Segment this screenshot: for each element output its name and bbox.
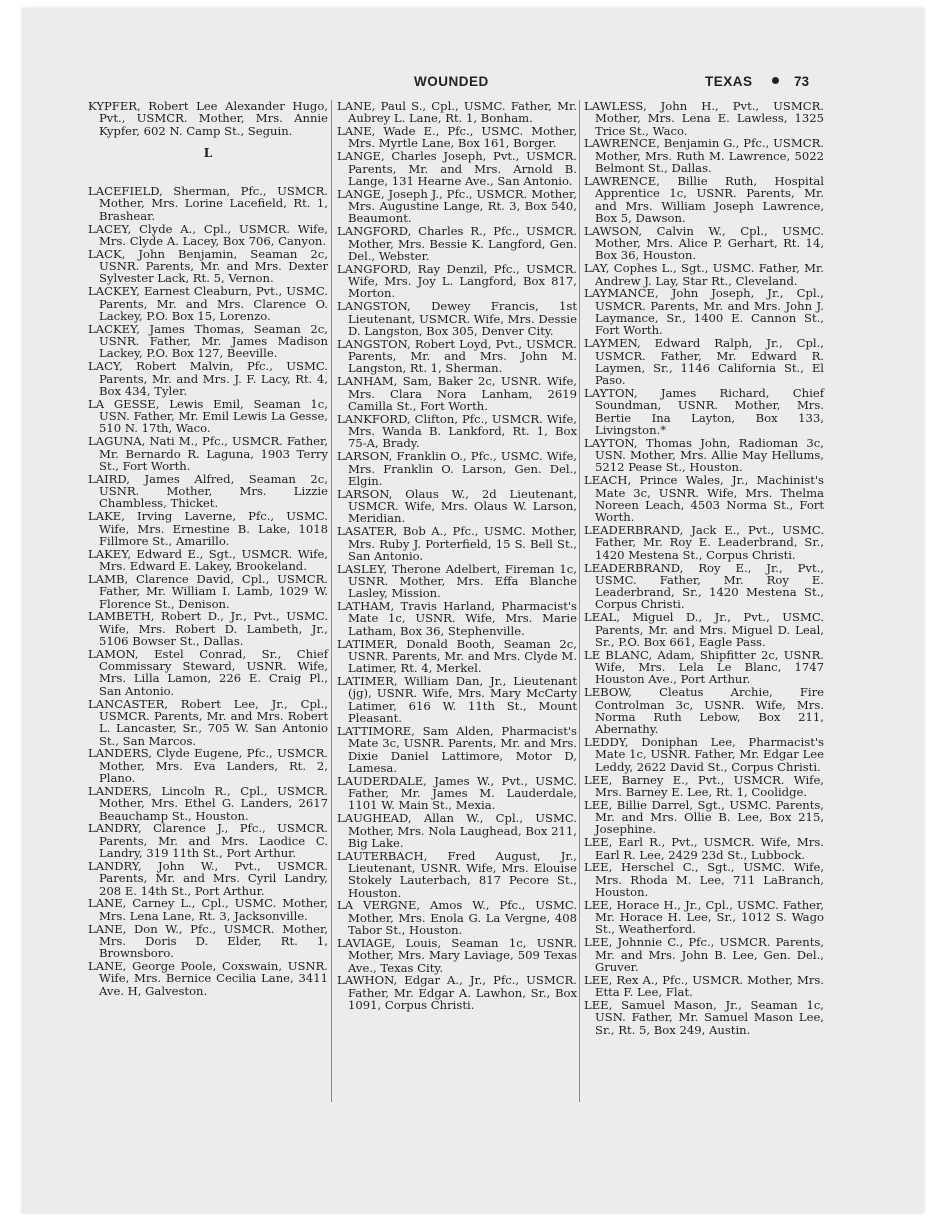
casualty-entry: LEE, Samuel Mason, Jr., Seaman 1c, USN. Father, Mr. Samuel Mason Lee, Sr., Rt. 5, Box 249, Austin. — [584, 998, 824, 1037]
casualty-entry: LACKEY, Earnest Cleaburn, Pvt., USMC. Parents, Mr. and Mrs. Clarence O. Lackey, P.O. Box 15, Lorenzo. — [88, 284, 328, 323]
casualty-entry: LANE, Carney L., Cpl., USMC. Mother, Mrs. Lena Lane, Rt. 3, Jacksonville. — [88, 896, 328, 923]
casualty-entry: LA GESSE, Lewis Emil, Seaman 1c, USN. Father, Mr. Emil Lewis La Gesse, 510 N. 17th, Waco. — [88, 396, 328, 436]
casualty-entry: LEDDY, Doniphan Lee, Pharmacist's Mate 1c, USNR. Father, Mr. Edgar Lee Leddy, 2622 David St., Corpus Christi. — [584, 735, 824, 774]
casualty-entry: LANDERS, Clyde Eugene, Pfc., USMCR. Mother, Mrs. Eva Landers, Rt. 2, Plano. — [88, 746, 328, 786]
casualty-entry: LAWLESS, John H., Pvt., USMCR. Mother, Mrs. Lena E. Lawless, 1325 Trice St., Waco. — [584, 99, 824, 138]
casualty-entry: LANE, George Poole, Coxswain, USNR. Wife, Mrs. Bernice Cecilia Lane, 3411 Ave. H, Galveston. — [88, 959, 328, 998]
casualty-entry: LANGE, Joseph J., Pfc., USMCR. Mother, Mrs. Augustine Lange, Rt. 3, Box 540, Beaumont. — [337, 186, 577, 226]
casualty-entry: LANGE, Charles Joseph, Pvt., USMCR. Parents, Mr. and Mrs. Arnold B. Lange, 131 Hearne Ave., San Antonio. — [337, 149, 577, 188]
casualty-entry: LA VERGNE, Amos W., Pfc., USMC. Mother, Mrs. Enola G. La Vergne, 408 Tabor St., Houston. — [337, 898, 577, 938]
casualty-entry: LAWHON, Edgar A., Jr., Pfc., USMCR. Father, Mr. Edgar A. Lawhon, Sr., Box 1091, Corpus Christi. — [337, 973, 577, 1013]
casualty-entry: LANGSTON, Dewey Francis, 1st Lieutenant, USMCR. Wife, Mrs. Dessie D. Langston, Box 305, Denver City. — [337, 299, 577, 338]
casualty-entry: LATIMER, William Dan, Jr., Lieutenant (jg), USNR. Wife, Mrs. Mary McCarty Latimer, 616 W. 11th St., Mount Pleasant. — [337, 674, 577, 726]
casualty-entry: LANE, Wade E., Pfc., USMC. Mother, Mrs. Myrtle Lane, Box 161, Borger. — [337, 124, 577, 151]
section-title: WOUNDED — [414, 74, 489, 89]
casualty-entry: LAWSON, Calvin W., Cpl., USMC. Mother, Mrs. Alice P. Gerhart, Rt. 14, Box 36, Houston. — [584, 223, 824, 263]
casualty-entry: LAMON, Estel Conrad, Sr., Chief Commissary Steward, USNR. Wife, Mrs. Lilla Lamon, 226 E. Craig Pl., San Antonio. — [88, 646, 328, 698]
running-head — [22, 74, 924, 94]
casualty-entry: KYPFER, Robert Lee Alexander Hugo, Pvt., USMCR. Mother, Mrs. Annie Kypfer, 602 N. Camp St., Seguin. — [88, 99, 328, 138]
casualty-entry: LEE, Herschel C., Sgt., USMC. Wife, Mrs. Rhoda M. Lee, 711 LaBranch, Houston. — [584, 860, 824, 899]
casualty-entry: LACKEY, James Thomas, Seaman 2c, USNR. Father, Mr. James Madison Lackey, P.O. Box 127, Beeville. — [88, 321, 328, 361]
casualty-entry: LEE, Horace H., Jr., Cpl., USMC. Father, Mr. Horace H. Lee, Sr., 1012 S. Wago St., Weatherford. — [584, 897, 824, 937]
casualty-entry: LAYMEN, Edward Ralph, Jr., Cpl., USMCR. Father, Mr. Edward R. Laymen, Sr., 1146 California St., El Paso. — [584, 336, 824, 388]
casualty-entry: LAYMANCE, John Joseph, Jr., Cpl., USMCR. Parents, Mr. and Mrs. John J. Laymance, Sr., 1400 E. Cannon St., Fort Worth. — [584, 286, 824, 338]
casualty-entry: LANE, Paul S., Cpl., USMC. Father, Mr. Aubrey L. Lane, Rt. 1, Bonham. — [337, 99, 577, 126]
casualty-entry: LAY, Cophes L., Sgt., USMC. Father, Mr. Andrew J. Lay, Star Rt., Cleveland. — [584, 261, 824, 288]
casualty-entry: LANDRY, Clarence J., Pfc., USMCR. Parents, Mr. and Mrs. Laodice C. Landry, 319 11th St., Port Arthur. — [88, 821, 328, 861]
casualty-entry: LAUDERDALE, James W., Pvt., USMC. Father, Mr. James M. Lauderdale, 1101 W. Main St., Mexia. — [337, 773, 577, 813]
casualty-entry: LARSON, Olaus W., 2d Lieutenant, USMCR. Wife, Mrs. Olaus W. Larson, Meridian. — [337, 486, 577, 526]
casualty-entry: LANCASTER, Robert Lee, Jr., Cpl., USMCR. Parents, Mr. and Mrs. Robert L. Lancaster, Sr., 705 W. San Antonio St., San Marcos. — [88, 696, 328, 748]
casualty-entry: LEACH, Prince Wales, Jr., Machinist's Mate 3c, USNR. Wife, Mrs. Thelma Noreen Leach, 4503 Norma St., Fort Worth. — [584, 473, 824, 525]
casualty-entry: LATTIMORE, Sam Alden, Pharmacist's Mate 3c, USNR. Parents, Mr. and Mrs. Dixie Daniel Lattimore, Motor D, Lamesa. — [337, 723, 577, 775]
letter-heading: L — [203, 145, 213, 160]
casualty-entry: LANDERS, Lincoln R., Cpl., USMCR. Mother, Mrs. Ethel G. Landers, 2617 Beauchamp St., Houston. — [88, 783, 328, 823]
casualty-entry: LASLEY, Therone Adelbert, Fireman 1c, USNR. Mother, Mrs. Effa Blanche Lasley, Mission. — [337, 561, 577, 601]
casualty-entry: LASATER, Bob A., Pfc., USMC. Mother, Mrs. Ruby J. Porterfield, 15 S. Bell St., San Antonio. — [337, 524, 577, 563]
casualty-entry: LAMB, Clarence David, Cpl., USMCR. Father, Mr. William I. Lamb, 1029 W. Florence St., Denison. — [88, 571, 328, 611]
casualty-entry: LACEY, Clyde A., Cpl., USMCR. Wife, Mrs. Clyde A. Lacey, Box 706, Canyon. — [88, 221, 328, 248]
casualty-entry: LANE, Don W., Pfc., USMCR. Mother, Mrs. Doris D. Elder, Rt. 1, Brownsboro. — [88, 921, 328, 961]
casualty-entry: LANKFORD, Clifton, Pfc., USMCR. Wife, Mrs. Wanda B. Lankford, Rt. 1, Box 75-A, Brady. — [337, 411, 577, 451]
casualty-entry: LAKEY, Edward E., Sgt., USMCR. Wife, Mrs. Edward E. Lakey, Brookeland. — [88, 546, 328, 574]
page-number: 73 — [794, 74, 810, 89]
casualty-entry: LANHAM, Sam, Baker 2c, USNR. Wife, Mrs. Clara Nora Lanham, 2619 Camilla St., Fort Worth. — [337, 374, 577, 413]
column-rule — [579, 100, 580, 1102]
casualty-entry: LATIMER, Donald Booth, Seaman 2c, USNR. Parents, Mr. and Mrs. Clyde M. Latimer, Rt. 4, Merkel. — [337, 636, 577, 676]
casualty-entry: LANGSTON, Robert Loyd, Pvt., USMCR. Parents, Mr. and Mrs. John M. Langston, Rt. 1, Sherman. — [337, 336, 577, 376]
column-rule — [331, 100, 332, 1102]
column-1 — [88, 100, 328, 998]
state-title: TEXAS — [705, 74, 753, 89]
casualty-entry: LEE, Barney E., Pvt., USMCR. Wife, Mrs. Barney E. Lee, Rt. 1, Coolidge. — [584, 772, 824, 799]
casualty-entry: LANGFORD, Ray Denzil, Pfc., USMCR. Wife, Mrs. Joy L. Langford, Box 817, Morton. — [337, 261, 577, 301]
casualty-entry: LAYTON, Thomas John, Radioman 3c, USN. Mother, Mrs. Allie May Hellums, 5212 Pease St., Houston. — [584, 435, 824, 475]
casualty-entry: LEADERBRAND, Jack E., Pvt., USMC. Father, Mr. Roy E. Leaderbrand, Sr., 1420 Mestena St., Corpus Christi. — [584, 523, 824, 562]
casualty-entry: LAUTERBACH, Fred August, Jr., Lieutenant, USNR. Wife, Mrs. Elouise Stokely Lauterbach, 817 Pecore St., Houston. — [337, 848, 577, 900]
casualty-entry: LACEFIELD, Sherman, Pfc., USMCR. Mother, Mrs. Lorine Lacefield, Rt. 1, Brashear. — [88, 184, 328, 223]
casualty-entry: LAKE, Irving Laverne, Pfc., USMC. Wife, Mrs. Ernestine B. Lake, 1018 Fillmore St., Amarillo. — [88, 509, 328, 548]
casualty-entry: LEE, Rex A., Pfc., USMCR. Mother, Mrs. Etta F. Lee, Flat. — [584, 972, 824, 1000]
casualty-entry: LEE, Earl R., Pvt., USMCR. Wife, Mrs. Earl R. Lee, 2429 23d St., Lubbock. — [584, 835, 824, 862]
casualty-entry: LEAL, Miguel D., Jr., Pvt., USMC. Parents, Mr. and Mrs. Miguel D. Leal, Sr., P.O. Box 661, Eagle Pass. — [584, 610, 824, 649]
casualty-entry: LAGUNA, Nati M., Pfc., USMCR. Father, Mr. Bernardo R. Laguna, 1903 Terry St., Fort Worth. — [88, 434, 328, 473]
casualty-entry: LACY, Robert Malvin, Pfc., USMC. Parents, Mr. and Mrs. J. F. Lacy, Rt. 4, Box 434, Tyler. — [88, 359, 328, 398]
casualty-entry: LEE, Billie Darrel, Sgt., USMC. Parents, Mr. and Mrs. Ollie B. Lee, Box 215, Josephine. — [584, 797, 824, 837]
casualty-entry: LAWRENCE, Benjamin G., Pfc., USMCR. Mother, Mrs. Ruth M. Lawrence, 5022 Belmont St., Dallas. — [584, 136, 824, 176]
casualty-entry: LEADERBRAND, Roy E., Jr., Pvt., USMC. Father, Mr. Roy E. Leaderbrand, Sr., 1420 Mestena St., Corpus Christi. — [584, 560, 824, 612]
casualty-entry: LAVIAGE, Louis, Seaman 1c, USNR. Mother, Mrs. Mary Laviage, 509 Texas Ave., Texas City. — [337, 935, 577, 975]
bullet-separator — [772, 77, 779, 84]
casualty-entry: LANDRY, John W., Pvt., USMCR. Parents, Mr. and Mrs. Cyril Landry, 208 E. 14th St., Port Arthur. — [88, 858, 328, 898]
casualty-entry: LANGFORD, Charles R., Pfc., USMCR. Mother, Mrs. Bessie K. Langford, Gen. Del., Webster. — [337, 224, 577, 263]
casualty-entry: LATHAM, Travis Harland, Pharmacist's Mate 1c, USNR. Wife, Mrs. Marie Latham, Box 36, Stephenville. — [337, 599, 577, 638]
casualty-entry: LAUGHEAD, Allan W., Cpl., USMC. Mother, Mrs. Nola Laughead, Box 211, Big Lake. — [337, 811, 577, 850]
column-2 — [337, 100, 577, 1012]
casualty-entry: LEBOW, Cleatus Archie, Fire Controlman 3c, USNR. Wife, Mrs. Norma Ruth Lebow, Box 211, Abernathy. — [584, 685, 824, 737]
casualty-entry: LAYTON, James Richard, Chief Soundman, USNR. Mother, Mrs. Bertie Ina Layton, Box 133, Livingston.* — [584, 385, 824, 437]
casualty-entry: LACK, John Benjamin, Seaman 2c, USNR. Parents, Mr. and Mrs. Dexter Sylvester Lack, Rt. 5, Vernon. — [88, 246, 328, 286]
casualty-entry: LEE, Johnnie C., Pfc., USMCR. Parents, Mr. and Mrs. John B. Lee, Gen. Del., Gruver. — [584, 935, 824, 974]
casualty-entry: LAIRD, James Alfred, Seaman 2c, USNR. Mother, Mrs. Lizzie Chambless, Thicket. — [88, 471, 328, 511]
casualty-entry: LARSON, Franklin O., Pfc., USMC. Wife, Mrs. Franklin O. Larson, Gen. Del., Elgin. — [337, 449, 577, 488]
casualty-entry: LE BLANC, Adam, Shipfitter 2c, USNR. Wife, Mrs. Lela Le Blanc, 1747 Houston Ave., Port Arthur. — [584, 647, 824, 687]
casualty-entry: LAMBETH, Robert D., Jr., Pvt., USMC. Wife, Mrs. Robert D. Lambeth, Jr., 5106 Bowser St., Dallas. — [88, 609, 328, 648]
document-page — [22, 8, 924, 1213]
column-3 — [584, 100, 824, 1037]
casualty-entry: LAWRENCE, Billie Ruth, Hospital Apprentice 1c, USNR. Parents, Mr. and Mrs. William Joseph Lawrence, Box 5, Dawson. — [584, 173, 824, 225]
